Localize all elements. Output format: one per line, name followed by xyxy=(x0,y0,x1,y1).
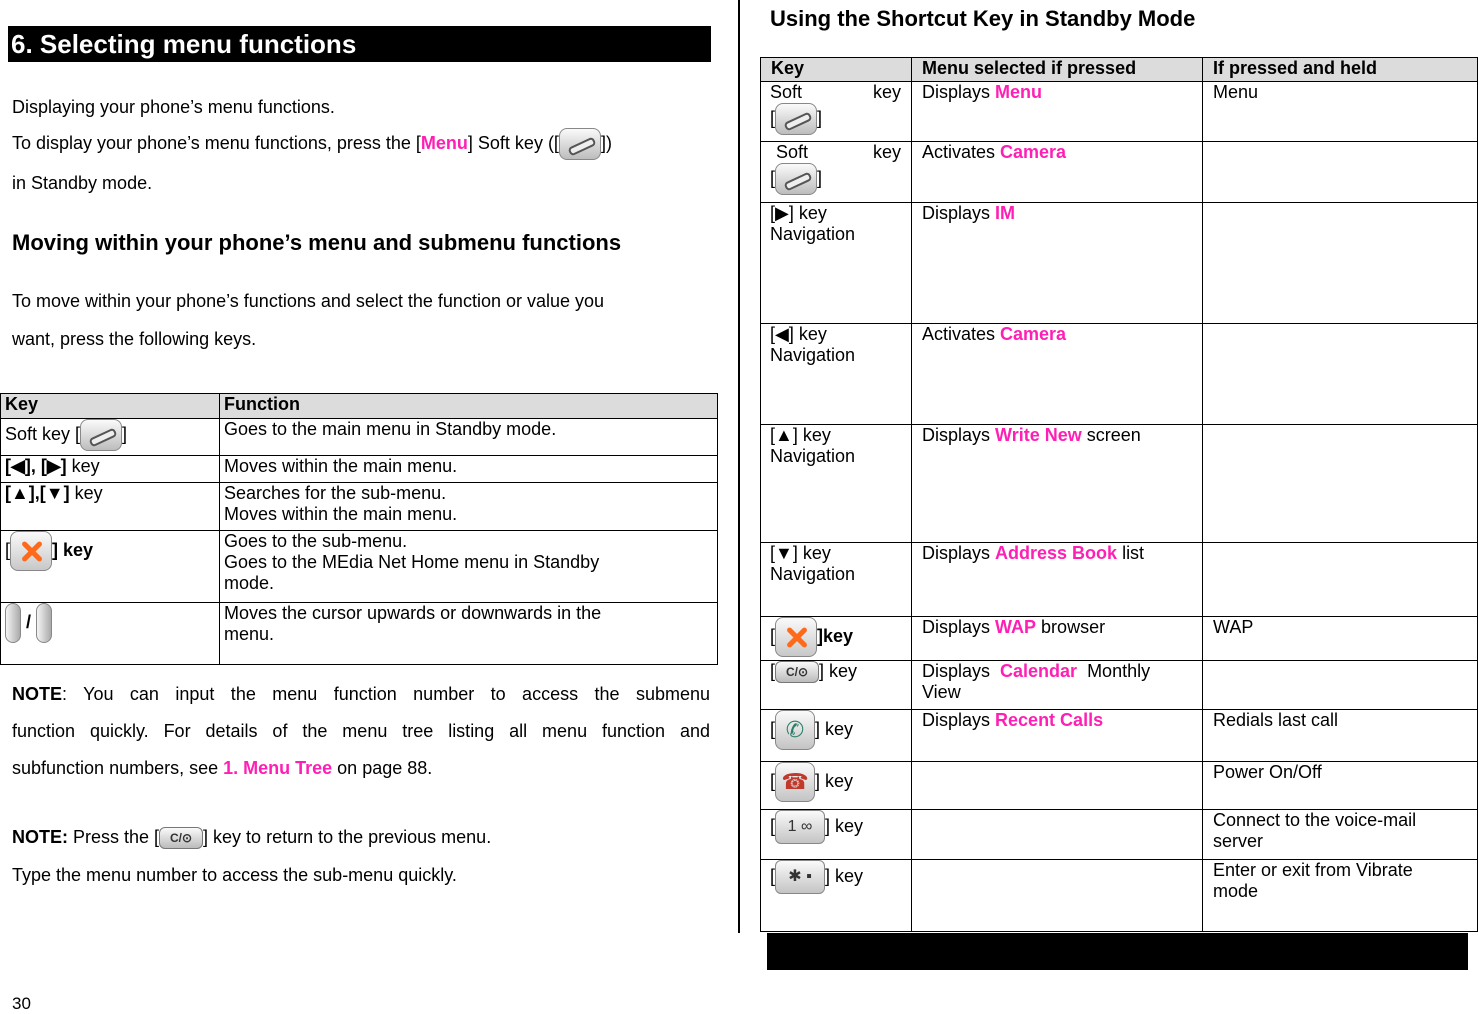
cell-held xyxy=(1203,324,1478,425)
cell-menu xyxy=(912,810,1203,860)
key-function-table xyxy=(0,393,718,665)
moving-text-1: To move within your phone’s functions and select the function or value you xyxy=(12,291,605,311)
cell-menu: Activates Camera xyxy=(912,142,1203,203)
table-row xyxy=(761,142,1478,203)
cell-key: [▲] key Navigation xyxy=(761,425,912,543)
cell-menu: Displays Recent Calls xyxy=(912,710,1203,762)
table-row xyxy=(761,425,1478,543)
end-key-icon: ☎ xyxy=(775,762,815,802)
soft-key-icon xyxy=(775,103,817,135)
table-row xyxy=(1,456,718,483)
shortcut-heading: Using the Shortcut Key in Standby Mode xyxy=(770,6,1196,31)
page-number: 30 xyxy=(12,994,31,1013)
cell-key: [ 1 ∞ ] key xyxy=(761,810,912,860)
table-row xyxy=(1,531,718,603)
table-row xyxy=(1,603,718,665)
table-cell-function: Moves the cursor upwards or downwards in the menu. xyxy=(220,603,718,665)
table-row xyxy=(761,710,1478,762)
cell-held: Menu xyxy=(1203,82,1478,142)
table-cell-key: [▲],[▼] key xyxy=(1,483,220,531)
table-cell-key: [◀], [▶] key xyxy=(1,456,220,483)
note-clear-key: NOTE: Press the [ C/⊙ ] key to return to the previous menu. xyxy=(12,824,491,850)
cell-menu: Displays Calendar Monthly View xyxy=(912,661,1203,710)
call-key-icon: ✆ xyxy=(775,710,815,750)
cell-key: [ ✱ ▪ ] key xyxy=(761,860,912,932)
cell-held xyxy=(1203,203,1478,324)
table-cell-function: Moves within the main menu. xyxy=(220,456,718,483)
cell-key: Soft key [ ] xyxy=(761,142,912,203)
table-row xyxy=(761,860,1478,932)
one-key-icon: 1 ∞ xyxy=(775,810,825,844)
star-key-icon: ✱ ▪ xyxy=(775,860,825,894)
cell-held: WAP xyxy=(1203,617,1478,661)
footer-bar xyxy=(767,933,1468,970)
cell-menu xyxy=(912,762,1203,810)
table-header-key: Key xyxy=(1,394,220,419)
table-row xyxy=(761,543,1478,617)
cell-menu: Displays Menu xyxy=(912,82,1203,142)
table-cell-key: Soft key [ ] xyxy=(1,419,220,456)
table-row xyxy=(761,810,1478,860)
cell-key: [◀] key Navigation xyxy=(761,324,912,425)
table-header-function: Function xyxy=(220,394,718,419)
ok-key-icon xyxy=(10,531,52,571)
camera-soft-key-icon xyxy=(775,163,817,195)
table-row xyxy=(761,82,1478,142)
table-row xyxy=(761,203,1478,324)
cell-held: Redials last call xyxy=(1203,710,1478,762)
cell-key: [ ✆ ] key xyxy=(761,710,912,762)
table-cell-key: [ ] key xyxy=(1,531,220,603)
table-header-row xyxy=(761,58,1478,82)
cell-held xyxy=(1203,543,1478,617)
table-row xyxy=(1,483,718,531)
cell-held: Power On/Off xyxy=(1203,762,1478,810)
cell-key: [ ]key xyxy=(761,617,912,661)
cell-key: [ C/⊙ ] key xyxy=(761,661,912,710)
clear-key-icon: C/⊙ xyxy=(159,827,203,849)
menu-keyword: Menu xyxy=(420,132,468,153)
cell-menu: Activates Camera xyxy=(912,324,1203,425)
column-divider xyxy=(738,0,740,933)
ok-key-icon xyxy=(775,617,817,657)
volume-up-key-icon xyxy=(5,603,21,643)
cell-held: Connect to the voice-mail server xyxy=(1203,810,1478,860)
table-row xyxy=(761,617,1478,661)
cell-held xyxy=(1203,142,1478,203)
table-cell-function: Searches for the sub-menu. Moves within the main menu. xyxy=(220,483,718,531)
cell-key: Soft key [ ] xyxy=(761,82,912,142)
cell-held: Enter or exit from Vibrate mode xyxy=(1203,860,1478,932)
cell-key: [▶] key Navigation xyxy=(761,203,912,324)
cell-key: [ ☎ ] key xyxy=(761,762,912,810)
soft-key-icon xyxy=(559,128,601,160)
table-header-row xyxy=(1,394,718,419)
display-instruction-cont: in Standby mode. xyxy=(12,173,153,193)
intro-text: Displaying your phone’s menu functions. xyxy=(12,97,335,117)
clear-key-icon: C/⊙ xyxy=(775,661,819,683)
header-key: Key xyxy=(761,58,912,82)
table-row xyxy=(761,762,1478,810)
table-cell-function: Goes to the sub-menu. Goes to the MEdia Net Home menu in Standby mode. xyxy=(220,531,718,603)
cell-held xyxy=(1203,661,1478,710)
shortcut-table xyxy=(760,57,1478,932)
header-pressed-held: If pressed and held xyxy=(1203,58,1478,82)
header-menu-pressed: Menu selected if pressed xyxy=(912,58,1203,82)
display-instruction: To display your phone’s menu functions, press the [Menu] Soft key ([ ]) xyxy=(12,128,712,160)
cell-menu: Displays IM xyxy=(912,203,1203,324)
type-menu-number-text: Type the menu number to access the sub-menu quickly. xyxy=(12,865,457,885)
cell-key: [▼] key Navigation xyxy=(761,543,912,617)
cell-held xyxy=(1203,425,1478,543)
cell-menu: Displays WAP browser xyxy=(912,617,1203,661)
table-row xyxy=(761,324,1478,425)
moving-text-2: want, press the following keys. xyxy=(12,329,257,349)
table-row xyxy=(761,661,1478,710)
moving-heading: Moving within your phone’s menu and submenu functions xyxy=(12,230,622,255)
volume-down-key-icon xyxy=(36,603,52,643)
table-row xyxy=(1,419,718,456)
table-cell-key: / xyxy=(1,603,220,665)
cell-menu: Displays Write New screen xyxy=(912,425,1203,543)
section-title: 6. Selecting menu functions xyxy=(8,26,711,62)
soft-key-icon xyxy=(80,419,122,451)
cell-menu xyxy=(912,860,1203,932)
cell-menu: Displays Address Book list xyxy=(912,543,1203,617)
table-cell-function: Goes to the main menu in Standby mode. xyxy=(220,419,718,456)
menu-tree-link[interactable]: 1. Menu Tree xyxy=(223,758,333,778)
note-menu-number: NOTE: You can input the menu function number to access the submenu function quickly. For details of the menu tree listing all menu function and subfunction numbers, see 1. Menu Tree on page 88. xyxy=(12,684,710,778)
